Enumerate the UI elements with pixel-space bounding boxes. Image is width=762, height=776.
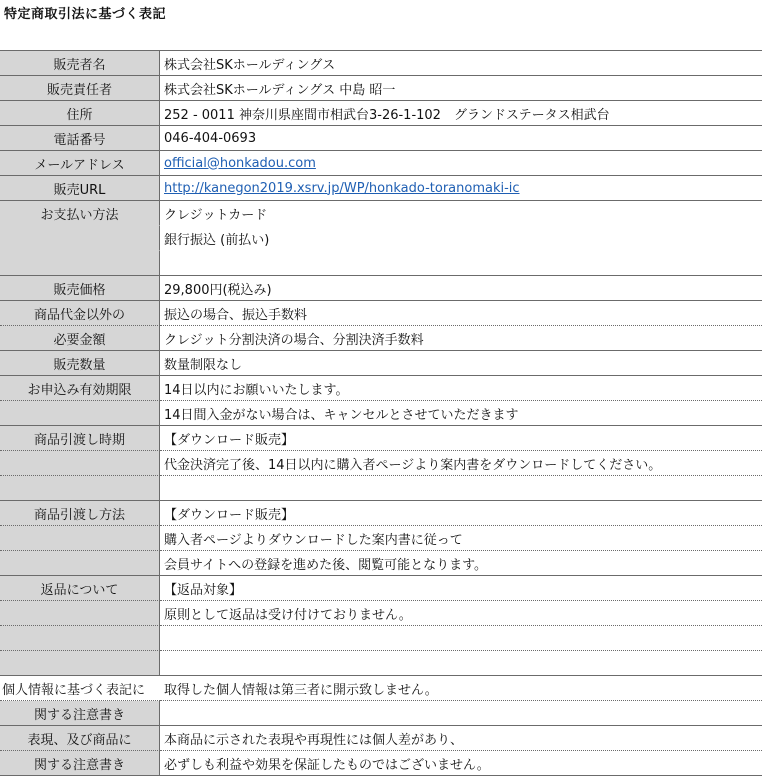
row-value-blank	[160, 701, 762, 726]
row-label-other-fees-2: 必要金額	[0, 326, 160, 351]
row-value-quantity: 数量制限なし	[160, 351, 762, 376]
row-label-blank	[0, 601, 160, 626]
table-row	[0, 76, 762, 101]
table-row	[0, 676, 762, 701]
table-row	[0, 751, 762, 776]
row-label-expression-2: 関する注意書き	[0, 751, 160, 776]
row-label-seller: 販売者名	[0, 51, 160, 76]
table-row	[0, 476, 762, 501]
table-row	[0, 451, 762, 476]
row-label-delivery-method: 商品引渡し方法	[0, 501, 160, 526]
table-row	[0, 501, 762, 526]
table-row	[0, 51, 762, 76]
row-value-payment-1: クレジットカード	[164, 208, 268, 223]
row-label-quantity: 販売数量	[0, 351, 160, 376]
row-value-returns-2: 原則として返品は受け付けておりません。	[160, 601, 762, 626]
row-value-seller: 株式会社SKホールディングス	[160, 51, 762, 76]
table-row	[0, 301, 762, 326]
table-row	[0, 351, 762, 376]
row-label-blank	[0, 626, 160, 651]
row-value-delivery-method-1: 【ダウンロード販売】	[160, 501, 762, 526]
row-value-price: 29,800円(税込み)	[160, 276, 762, 301]
table-row	[0, 601, 762, 626]
table-row	[0, 326, 762, 351]
table-row	[0, 126, 762, 151]
row-label-expression-1: 表現、及び商品に	[0, 726, 160, 751]
row-label-payment: お支払い方法	[0, 201, 160, 226]
commerce-law-table	[0, 50, 762, 776]
row-label-privacy-1: 個人情報に基づく表記に	[0, 676, 160, 701]
row-value-payment-2: 銀行振込 (前払い)	[164, 233, 270, 248]
row-value-returns-1: 【返品対象】	[160, 576, 762, 601]
table-row	[0, 251, 762, 276]
row-label-privacy-2: 関する注意書き	[0, 701, 160, 726]
email-cell	[160, 151, 762, 176]
row-value-other-fees-2: クレジット分割決済の場合、分割決済手数料	[160, 326, 762, 351]
row-value-address: 252 - 0011 神奈川県座間市相武台3-26-1-102 グランドステータス相武台	[160, 101, 762, 126]
table-row	[0, 376, 762, 401]
row-value-expression-1: 本商品に示された表現や再現性には個人差があり、	[160, 726, 762, 751]
row-label-delivery-time: 商品引渡し時期	[0, 426, 160, 451]
table-row	[0, 226, 762, 251]
email-link[interactable]: official@honkadou.com	[164, 155, 316, 171]
url-cell	[160, 176, 762, 201]
row-value-delivery-method-2: 購入者ページよりダウンロードした案内書に従って	[160, 526, 762, 551]
row-label-email: メールアドレス	[0, 151, 160, 176]
row-label-blank	[0, 226, 160, 251]
row-label-phone: 電話番号	[0, 126, 160, 151]
row-value-blank	[160, 251, 762, 276]
row-value-expression-2: 必ずしも利益や効果を保証したものではございません。	[160, 751, 762, 776]
table-row	[0, 551, 762, 576]
row-label-blank	[0, 551, 160, 576]
table-row	[0, 576, 762, 601]
table-row	[0, 101, 762, 126]
row-label-url: 販売URL	[0, 176, 160, 201]
row-label-validity: お申込み有効期限	[0, 376, 160, 401]
row-value-phone: 046-404-0693	[160, 126, 762, 151]
table-row	[0, 276, 762, 301]
row-value-privacy: 取得した個人情報は第三者に開示致しません。	[160, 676, 762, 701]
row-value-validity-2: 14日間入金がない場合は、キャンセルとさせていただきます	[160, 401, 762, 426]
row-value-manager: 株式会社SKホールディングス 中島 昭一	[160, 76, 762, 101]
row-label-other-fees-1: 商品代金以外の	[0, 301, 160, 326]
row-value-blank	[160, 626, 762, 651]
row-label-address: 住所	[0, 101, 160, 126]
row-label-manager: 販売責任者	[0, 76, 160, 101]
table-row	[0, 401, 762, 426]
page-title: 特定商取引法に基づく表記	[4, 7, 167, 22]
table-row	[0, 426, 762, 451]
row-value-blank	[160, 651, 762, 676]
table-row	[0, 151, 762, 176]
row-label-blank	[0, 526, 160, 551]
row-value-delivery-method-3: 会員サイトへの登録を進めた後、閲覧可能となります。	[160, 551, 762, 576]
row-value-blank	[160, 476, 762, 501]
row-label-blank	[0, 476, 160, 501]
table-row	[0, 201, 762, 226]
row-label-blank	[0, 651, 160, 676]
table-row	[0, 526, 762, 551]
row-label-price: 販売価格	[0, 276, 160, 301]
table-row	[0, 651, 762, 676]
sales-url-link[interactable]: http://kanegon2019.xsrv.jp/WP/honkado-toranomaki-ic	[164, 180, 520, 196]
row-value-delivery-time-2: 代金決済完了後、14日以内に購入者ページより案内書をダウンロードしてください。	[160, 451, 762, 476]
row-label-blank	[0, 451, 160, 476]
table-row	[0, 626, 762, 651]
row-label-returns: 返品について	[0, 576, 160, 601]
row-value-delivery-time-1: 【ダウンロード販売】	[160, 426, 762, 451]
row-value-other-fees-1: 振込の場合、振込手数料	[160, 301, 762, 326]
row-label-blank	[0, 251, 160, 276]
table-row	[0, 726, 762, 751]
table-row	[0, 701, 762, 726]
row-label-blank	[0, 401, 160, 426]
row-value-validity-1: 14日以内にお願いいたします。	[160, 376, 762, 401]
table-row	[0, 176, 762, 201]
